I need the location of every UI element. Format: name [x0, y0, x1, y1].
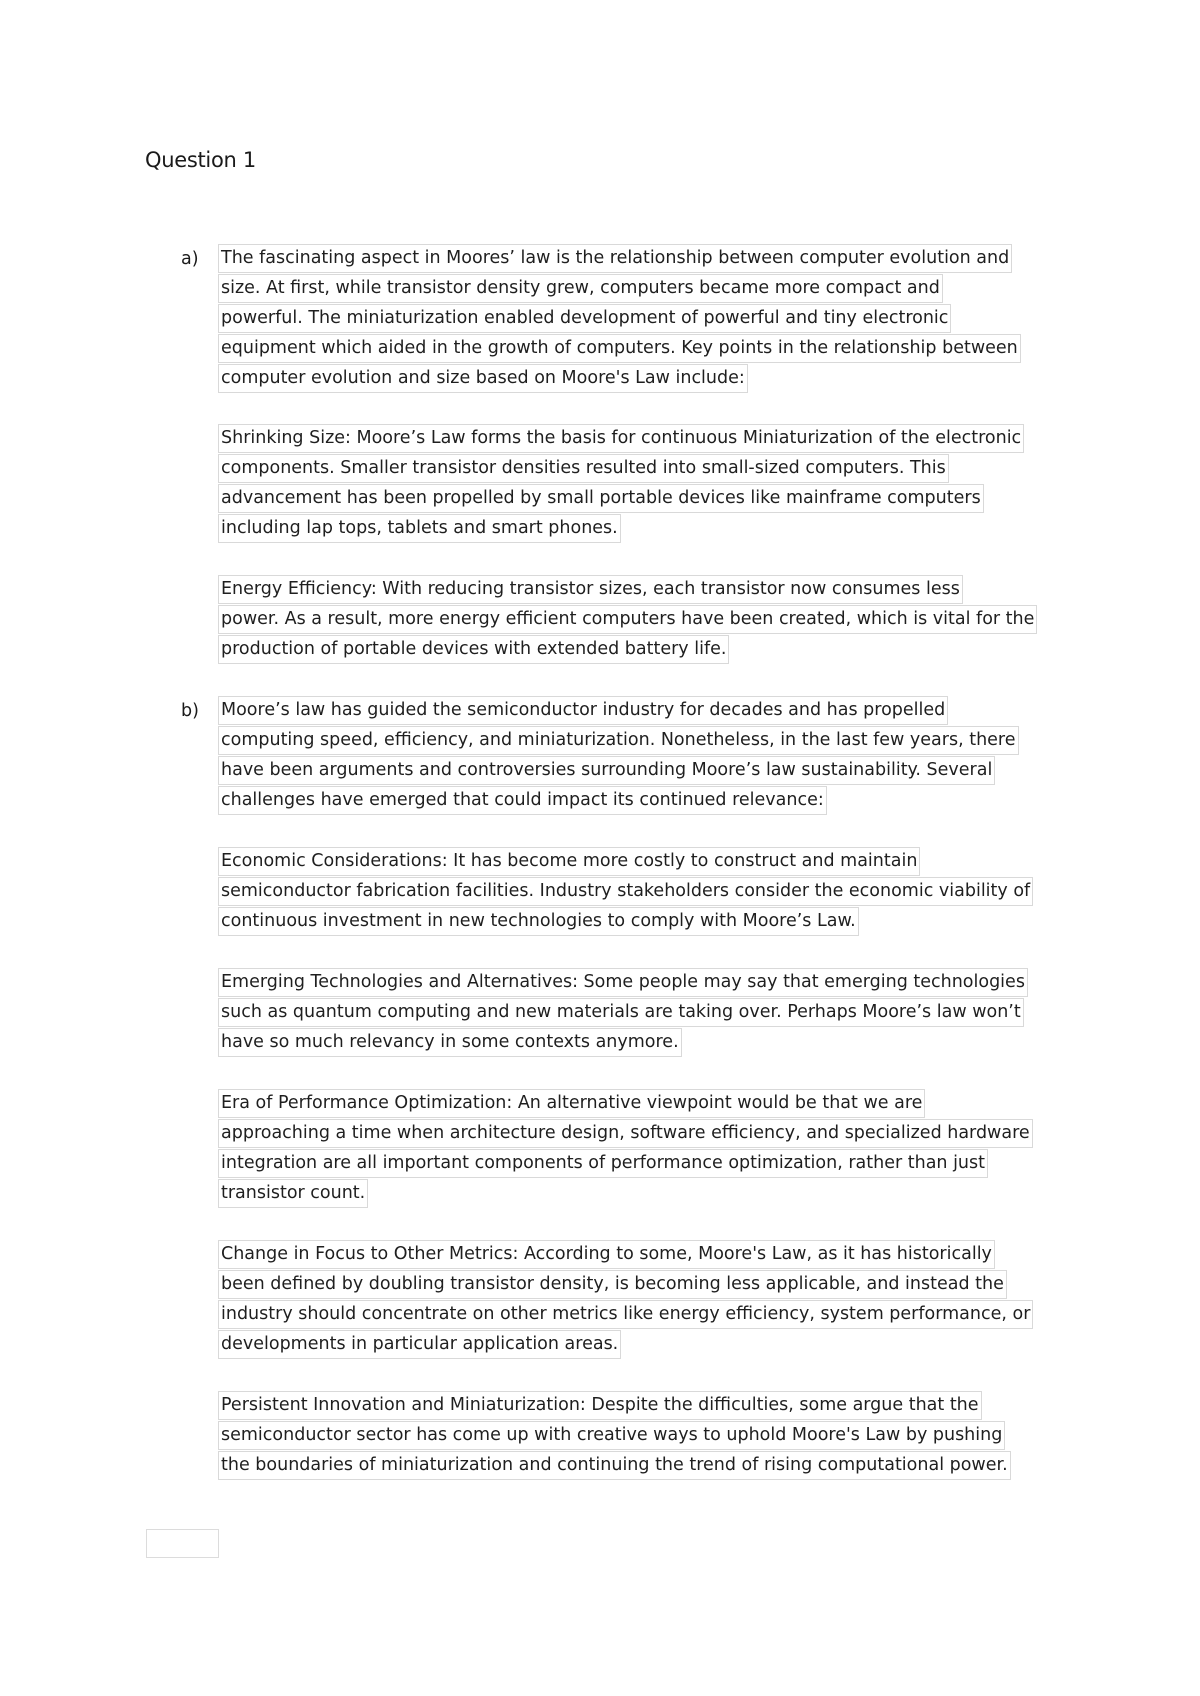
text-line: Economic Considerations: It has become more costly to construct and maintain: [218, 847, 920, 876]
text-line: Shrinking Size: Moore’s Law forms the basis for continuous Miniaturization of the electronic: [218, 424, 1024, 453]
part-b-paragraph-6: [218, 1391, 1011, 1481]
text-line: including lap tops, tablets and smart phones.: [218, 514, 621, 543]
text-line: production of portable devices with extended battery life.: [218, 635, 729, 664]
text-line: semiconductor sector has come up with creative ways to uphold Moore's Law by pushing: [218, 1421, 1005, 1450]
text-line: Energy Efficiency: With reducing transistor sizes, each transistor now consumes less: [218, 575, 963, 604]
part-b-paragraph-2: [218, 847, 1033, 937]
text-line: The fascinating aspect in Moores’ law is the relationship between computer evolution and: [218, 244, 1012, 273]
text-line: semiconductor fabrication facilities. Industry stakeholders consider the economic viability of: [218, 877, 1033, 906]
text-line: Moore’s law has guided the semiconductor industry for decades and has propelled: [218, 696, 948, 725]
text-line: power. As a result, more energy efficient computers have been created, which is vital for the: [218, 605, 1037, 634]
part-a-paragraph-2: [218, 424, 1024, 544]
text-line: challenges have emerged that could impact its continued relevance:: [218, 786, 827, 815]
text-line: such as quantum computing and new materials are taking over. Perhaps Moore’s law won’t: [218, 998, 1024, 1027]
list-marker-b: b): [181, 701, 199, 721]
list-marker-a: a): [181, 249, 199, 269]
text-line: have so much relevancy in some contexts anymore.: [218, 1028, 682, 1057]
text-line: computer evolution and size based on Moore's Law include:: [218, 364, 748, 393]
text-line: approaching a time when architecture design, software efficiency, and specialized hardware: [218, 1119, 1033, 1148]
text-line: Persistent Innovation and Miniaturization: Despite the difficulties, some argue that the: [218, 1391, 982, 1420]
part-b-paragraph-5: [218, 1240, 1033, 1360]
text-line: Emerging Technologies and Alternatives: Some people may say that emerging technologies: [218, 968, 1028, 997]
text-line: computing speed, efficiency, and miniaturization. Nonetheless, in the last few years, there: [218, 726, 1019, 755]
text-line: Era of Performance Optimization: An alternative viewpoint would be that we are: [218, 1089, 925, 1118]
text-line: the boundaries of miniaturization and continuing the trend of rising computational power.: [218, 1451, 1011, 1480]
text-line: integration are all important components of performance optimization, rather than just: [218, 1149, 988, 1178]
part-b-paragraph-1: [218, 696, 1019, 816]
text-line: continuous investment in new technologies to comply with Moore’s Law.: [218, 907, 859, 936]
text-line: size. At first, while transistor density grew, computers became more compact and: [218, 274, 943, 303]
text-line: powerful. The miniaturization enabled development of powerful and tiny electronic: [218, 304, 951, 333]
part-a-paragraph-3: [218, 575, 1037, 665]
text-line: advancement has been propelled by small portable devices like mainframe computers: [218, 484, 984, 513]
text-line: have been arguments and controversies surrounding Moore’s law sustainability. Several: [218, 756, 995, 785]
page-title: Question 1: [145, 148, 256, 172]
text-line: Change in Focus to Other Metrics: According to some, Moore's Law, as it has historically: [218, 1240, 995, 1269]
text-line: been defined by doubling transistor density, is becoming less applicable, and instead the: [218, 1270, 1007, 1299]
text-line: developments in particular application areas.: [218, 1330, 621, 1359]
text-line: industry should concentrate on other metrics like energy efficiency, system performance, or: [218, 1300, 1033, 1329]
part-b-paragraph-4: [218, 1089, 1033, 1209]
text-line: components. Smaller transistor densities resulted into small-sized computers. This: [218, 454, 949, 483]
part-b-paragraph-3: [218, 968, 1028, 1058]
footer-placeholder-box: [146, 1529, 219, 1558]
part-a-paragraph-1: [218, 244, 1021, 394]
text-line: transistor count.: [218, 1179, 368, 1208]
text-line: equipment which aided in the growth of computers. Key points in the relationship between: [218, 334, 1021, 363]
